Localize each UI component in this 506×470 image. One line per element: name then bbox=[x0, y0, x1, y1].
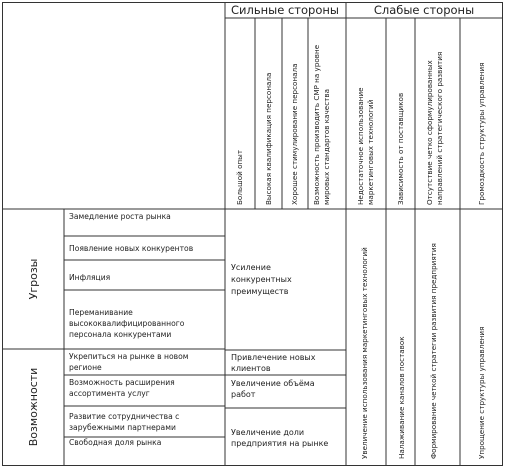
opportunity-strength-response-2: Увеличение объёма работ bbox=[231, 379, 315, 399]
strength-header-4: Возможность производить СМР на уровне мировых стандартов качества bbox=[312, 44, 331, 205]
opportunity-strength-response-3: Увеличение доли предприятия на рынке bbox=[231, 428, 329, 448]
weakness-header-4: Громоздкость структуры управления bbox=[477, 62, 486, 205]
weakness-response-1: Увеличение использования маркетинговых технологий bbox=[360, 247, 369, 459]
weaknesses-header: Слабые стороны bbox=[373, 3, 475, 17]
weakness-header-3: Отсутствие четко сформулированных направлений стратегического развития bbox=[425, 51, 444, 205]
opportunity-strength-response-1: Привлечение новых клиентов bbox=[231, 353, 316, 373]
weakness-response-3: Формирование четкой стратегии развития предприятия bbox=[429, 243, 438, 459]
opportunity-item-3: Развитие сотрудничества с зарубежными партнерами bbox=[69, 412, 180, 432]
strength-header-2: Высокая квалификация персонала bbox=[264, 72, 273, 205]
strength-header-3: Хорошее стимулирование персонала bbox=[290, 63, 299, 205]
weakness-header-1: Недостаточное использование маркетинговых технологий bbox=[356, 87, 375, 205]
opportunity-item-2: Возможность расширения ассортимента услуг bbox=[69, 378, 175, 398]
weakness-header-2: Зависимость от поставщиков bbox=[396, 92, 405, 205]
weakness-response-4: Упрощение структуры управления bbox=[477, 326, 486, 459]
threat-item-3: Инфляция bbox=[69, 273, 111, 282]
threat-item-1: Замедление роста рынка bbox=[69, 212, 171, 221]
opportunities-label: Возможности bbox=[27, 367, 40, 447]
threat-item-4: Переманивание высококвалифицированного персонала конкурентами bbox=[69, 308, 185, 339]
strengths-header: Сильные стороны bbox=[231, 3, 339, 17]
opportunity-item-1: Укрепиться на рынке в новом регионе bbox=[69, 352, 189, 372]
opportunity-item-4: Свободная доля рынка bbox=[69, 438, 162, 447]
strength-header-1: Большой опыт bbox=[235, 149, 244, 205]
threat-item-2: Появление новых конкурентов bbox=[69, 244, 194, 253]
swot-matrix bbox=[2, 2, 503, 466]
threats-strength-response: Усиление конкурентных преимуществ bbox=[231, 263, 292, 296]
threats-label: Угрозы bbox=[27, 258, 40, 300]
weakness-response-2: Налаживание каналов поставок bbox=[397, 336, 406, 459]
